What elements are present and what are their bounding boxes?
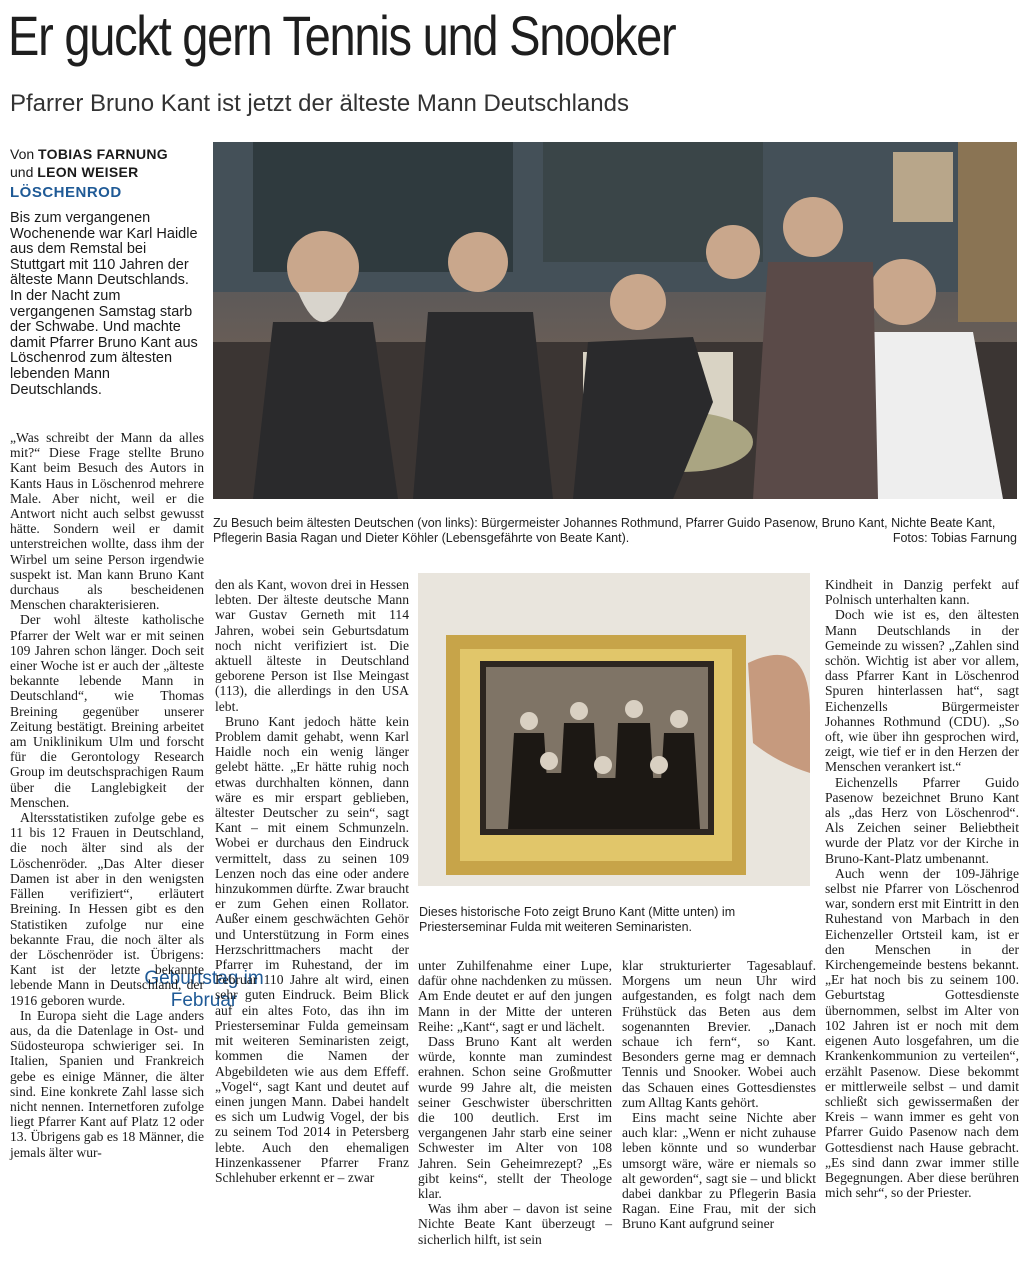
paragraph: Eichenzells Pfarrer Guido Pasenow bezeichnet Bruno Kant als „das Herz von Löschenrod“. Als Zeichen seiner Beliebtheit wurde der Platz vor der Kirche in Bruno-Kant-Platz umbenannt. — [825, 774, 1019, 866]
byline-prefix-2: und — [10, 164, 34, 180]
caption-text: Zu Besuch beim ältesten Deutschen (von links): Bürgermeister Johannes Rothmund, Pfarrer Guido Pasenow, Bruno Kant, Nichte Beate Kant, Pflegerin Basia Ragan und Dieter Köhler (Lebensgefährte von Beate Kant). — [213, 516, 996, 545]
paragraph: Auch wenn der 109-Jährige selbst nie Pfarrer von Löschenrod war, sondern erst mit Eintritt in den Ruhestand von Marbach in den Eichenzeller Ortsteil kam, ist er den Menschen in der Kirchengemeinde bestens bekannt. „Er hat noch bis zu seinem 100. Geburtstag Gottesdienste übernommen, selbst im Alter von 102 Jahren ist er noch mit dem eigenen Auto losgefahren, um die Krankenkommunion zu verteilen“, erzählt Pasenow. Diese bekommt er mittlerweile selbst – und damit schließt sich gewissermaßen der Kreis – wann immer es geht von Pfarrer Guido Pasenow nach dem Gottesdienst nach Hause gebracht. „Es sind dann zwar immer stille Begegnungen. Aber diese berühren mich sehr“, so der Priester. — [825, 865, 1019, 1201]
paragraph: Was ihm aber – davon ist seine Nichte Beate Kant überzeugt – sicherlich hilft, ist sein — [418, 1201, 612, 1247]
paragraph: klar strukturierter Tagesablauf. Morgens um neun Uhr wird aufgestanden, es folgt nach dem Frühstück das Beten aus dem sogenannten Brevier. „Danach schaue ich fern“, so Kant. Besonders gerne mag er demnach Tennis und Snooker. Wobei auch das Schauen eines Gottesdienstes zum Alltag Kants gehört. — [622, 958, 816, 1110]
byline-prefix-1: Von — [10, 146, 35, 162]
paragraph: Dass Bruno Kant alt werden würde, konnte man zumindest erahnen. Schon seine Großmutter wurde 99 Jahre alt, die meisten seiner Geschwister überschritten die 100 deutlich. Erst im vergangenen Jahr starb eine seiner Schwester im Alter von 108 Jahren. Sein Geheimrezept? „Es gibt keins“, stellt der Theologe klar. — [418, 1034, 612, 1202]
column-3 — [418, 958, 612, 1247]
paragraph: Bruno Kant jedoch hätte kein Problem damit gehabt, wenn Karl Haidle noch ein wenig länger gelebt hätte. „Er hätte ruhig noch etwas durchhalten können, dann wäre es mir erspart geblieben, ältester Deutscher zu sein“, sagt Kant – mit einem Schmunzeln. Wobei er durchaus den Eindruck vermittelt, dass zu seinen 109 Lenzen noch das eine oder andere hinzukommen dürfte. Zwar braucht er zum Gehen einen Rollator. Außer einem geschwächten Gehör und Unterstützung in Form eines Herzschrittmachers macht der Pfarrer im Ruhestand, der im Februar 110 Jahre alt wird, einen sehr guten Eindruck. Beim Blick auf ein altes Foto, das ihn im Priesterseminar Fulda gemeinsam mit weiteren Seminaristen zeigt, kommen die Namen der Abgebildeten wie aus dem Effeff. „Vogel“, sagt Kant und deutet auf einen jungen Mann. Dabei handelt es sich um Ludwig Vogel, der bis zu seinem Tod 2014 in Petersberg lebte. Auch den ehemaligen Hinzenkassener Pfarrer Franz Schlehuber erkennt er – zwar — [215, 713, 409, 1185]
byline — [10, 145, 168, 181]
paragraph: „Was schreibt der Mann da alles mit?“ Diese Frage stellte Bruno Kant beim Besuch des Autors in Kants Haus in Löschenrod mehrere Male. Aber nicht, weil er die Antwort nicht auch selbst gewusst hätte. Sondern weil er damit unterstreichen wollte, dass ihm der Wirbel um seine Person irgendwie suspekt ist. Man kann Bruno Kant durchaus als bescheidenen Menschen charakterisieren. — [10, 430, 204, 613]
column-2 — [215, 577, 409, 1185]
headline: Er guckt gern Tennis und Snooker — [8, 4, 676, 67]
paragraph: den als Kant, wovon drei in Hessen lebten. Der älteste deutsche Mann war Gustav Gerneth mit 114 Jahren, wobei sein Geburtsdatum noch nicht verifiziert ist. Die aktuell älteste in Deutschland geborene Person ist Ilse Meingast (113), die allerdings in den USA lebt. — [215, 577, 409, 714]
paragraph: Kindheit in Danzig perfekt auf Polnisch unterhalten kann. — [825, 577, 1019, 608]
historic-photo — [418, 573, 810, 886]
paragraph: Der wohl älteste katholische Pfarrer der Welt war er mit seinen 109 Jahren schon länger. Doch seit einer Woche ist er auch der „älteste bekannte lebende Mann in Deutschland“, wie Thomas Breining gegenüber unserer Zeitung bestätigt. Breining arbeitet am Uniklinikum Ulm und forscht für die Gerontology Research Group im deutschsprachigen Raum über die Langlebigkeit der Menschen. — [10, 612, 204, 810]
main-photo — [213, 142, 1017, 499]
paragraph: Doch wie ist es, den ältesten Mann Deutschlands in der Gemeinde zu wissen? „Zahlen sind schön. Wichtig ist aber vor allem, dass Pfarrer Kant in Löschenrod Spuren hinterlassen hat“, sagt Eichenzells Bürgermeister Johannes Rothmund (CDU). „So oft, wie über ihn gesprochen wird, zeigt, wie tief er in den Herzen der Menschen verankert ist.“ — [825, 607, 1019, 775]
column-5 — [825, 577, 1019, 1200]
paragraph: Eins macht seine Nichte aber auch klar: „Wenn er nicht zuhause leben könnte und so wunderbar umsorgt wäre, wäre er niemals so alt geworden“, sagt sie – und blickt dabei dankbar zu Pflegerin Basia Ragan. Eine Frau, mit der sich Bruno Kant aufgrund seiner — [622, 1110, 816, 1232]
author-2: LEON WEISER — [37, 164, 139, 180]
lead-paragraph: Bis zum vergangenen Wochenende war Karl Haidle aus dem Remstal bei Stuttgart mit 110 Jahren der älteste Mann Deutschlands. In der Nacht zum vergangenen Samstag starb der Schwabe. Und machte damit Pfarrer Bruno Kant aus Löschenrod zum ältesten lebenden Mann Deutschlands. — [10, 210, 198, 398]
photo-credit: Fotos: Tobias Farnung — [892, 531, 1017, 545]
main-photo-illustration — [213, 142, 1017, 499]
subhead: Geburtstag im Februar — [144, 968, 264, 1011]
column-4 — [622, 958, 816, 1232]
author-1: TOBIAS FARNUNG — [38, 146, 168, 162]
main-photo-caption — [213, 516, 1017, 546]
paragraph: Altersstatistiken zufolge gebe es 11 bis 12 Frauen in Deutschland, die noch älter sind als der Löschenröder. „Das Alter dieser Damen ist aber in den wenigsten Fällen verifiziert“, erläutert Breining. In Hessen gibt es den Statistiken zufolge nur eine bekannte Frau, die noch älter als der Löschenröder ist. Übrigens: Kant ist der letzte bekannte lebende Mann in Deutschland, der 1916 geboren wurde. — [10, 810, 204, 1008]
paragraph: In Europa sieht die Lage anders aus, da die Datenlage in Ost- und Südosteuropa schwieriger sei. In Italien, Spanien und Frankreich gebe es einige Männer, die älter sind. Eine konkrete Zahl lasse sich nicht nennen. Internetforen zufolge liegt Pfarrer Kant auf Platz 12 oder 13. Übrigens gab es 18 Männer, die jemals älter wur- — [10, 1007, 204, 1160]
paragraph: unter Zuhilfenahme einer Lupe, dafür ohne nachdenken zu müssen. Am Ende deutet er auf den jungen Mann in der Mitte der unteren Reihe: „Kant“, sagt er und lächelt. — [418, 958, 612, 1034]
subline: Pfarrer Bruno Kant ist jetzt der älteste Mann Deutschlands — [10, 90, 629, 117]
historic-photo-illustration — [418, 573, 810, 886]
column-1 — [10, 430, 204, 1160]
historic-photo-caption: Dieses historische Foto zeigt Bruno Kant (Mitte unten) im Priesterseminar Fulda mit weiteren Seminaristen. — [419, 905, 736, 934]
dateline: LÖSCHENROD — [10, 184, 122, 201]
